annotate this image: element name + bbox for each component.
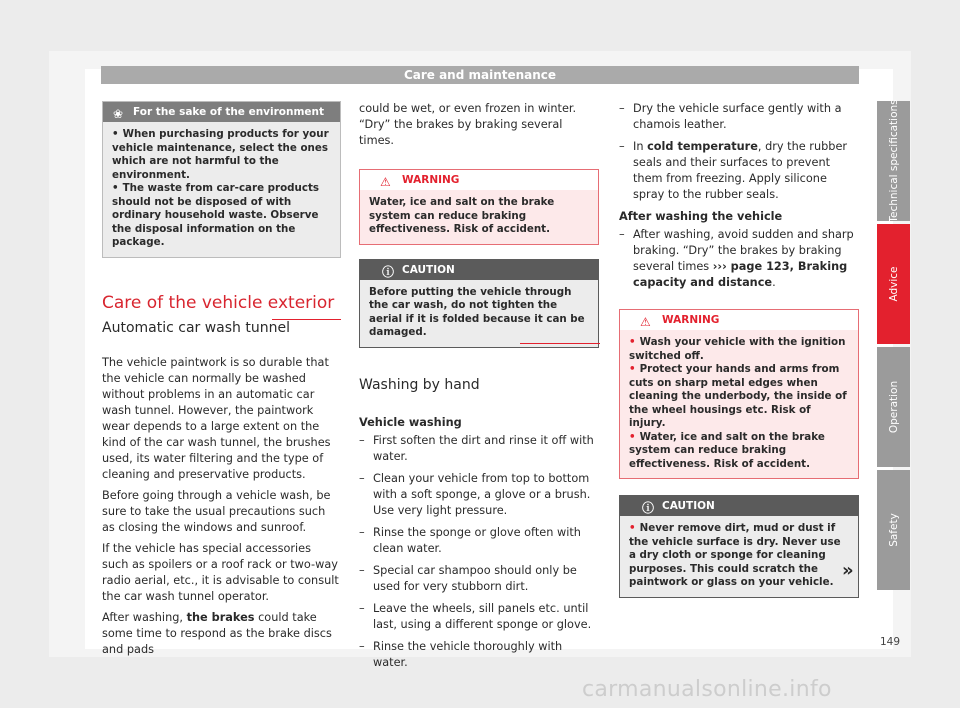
tab-label: Operation [887,380,900,434]
paragraph: Before going through a vehicle wash, be sure to take the usual precautions such as closing the windows and sunroof. [102,488,331,534]
subheading: Vehicle washing [359,415,462,429]
caution-box-body: Before putting the vehicle through the car wash, do not tighten the aerial if it is folded because it can be damaged. [360,280,598,347]
subheading: After washing the vehicle [619,210,783,223]
warning-title: WARNING [662,314,720,326]
tab-technical-specifications[interactable] [877,101,910,221]
caution-title: CAUTION [662,500,715,512]
bold-text: cold temperature [647,140,758,153]
list-item: – Rinse the vehicle thoroughly with water. [359,639,563,669]
paragraph: could be wet, or even frozen in winter. “Dry” the brakes by braking several times. [359,102,577,147]
list-item: • Protect your hands and arms from cuts on sharp metal edges when cleaning the underbody, the inside of the wheel housings etc. Risk of injury. [629,363,847,429]
section-title: Care of the vehicle exterior [102,292,335,313]
caution-box [619,495,859,598]
warning-title: WARNING [402,174,460,186]
warning-triangle-icon: ⚠ [640,315,651,329]
list-item-text: Dry the vehicle surface gently with a chamois leather. [633,102,842,131]
section-subtitle: Automatic car wash tunnel [102,319,290,336]
watermark: carmanualsonline.info [582,677,832,702]
environment-box-header [103,102,340,122]
tab-label: Technical specifications [887,99,900,223]
continue-marker: » [842,560,854,581]
caution-box [359,259,599,348]
list-item: – First soften the dirt and rinse it off with water. [359,433,594,463]
bold-text: the brakes [186,610,255,624]
warning-box-body: Water, ice and salt on the brake system can reduce braking effectiveness. Risk of accident. [360,190,598,244]
text: , dry the rubber seals and their surfaces to prevent them from freezing. Apply silicone spray to the rubber seals. [633,140,848,201]
text: could take some time to respond as the brake discs and pads [102,610,332,656]
tab-label: Safety [887,513,900,547]
environment-box [102,101,341,258]
list-item-text: Special car shampoo should only be used for very stubborn dirt. [373,563,577,593]
list-item-text: Never remove dirt, mud or dust if the vehicle surface is dry. Never use a dry cloth or sponge for cleaning purposes. This could scratch the paintwork or glass on your vehicle. [629,522,841,588]
warning-box [359,169,599,245]
paragraph: The vehicle paintwork is so durable that the vehicle can normally be washed without problems in an automatic car wash tunnel. However, the paintwork wear depends to a large extent on the kind of the car wash tunnel, the brushes used, its water filtering and the type of cleaning and preservative products. [102,355,331,481]
leaf-icon: ❀ [113,107,124,121]
tab-operation[interactable] [877,347,910,467]
list-item-text: Clean your vehicle from top to bottom with a soft sponge, a glove or a brush. Use very light pressure. [373,471,591,517]
list-item-text: First soften the dirt and rinse it off with water. [373,433,594,463]
list-item: – In cold temperature, dry the rubber seals and their surfaces to prevent them from freezing. Apply silicone spray to the rubber seals. [619,140,848,201]
column-3 [619,101,859,598]
warning-triangle-icon: ⚠ [380,175,391,189]
list-item-text: Wash your vehicle with the ignition switched off. [629,336,846,362]
tab-label: Advice [887,266,900,302]
list-item: – Dry the vehicle surface gently with a chamois leather. [619,102,842,131]
text: After washing, avoid sudden and sharp braking. “Dry” the brakes by braking several times [633,228,854,273]
section-rule [272,319,341,320]
caution-circle-icon: ⓘ [642,501,655,515]
text: After washing, [102,610,187,624]
list-item: • Wash your vehicle with the ignition switched off. [629,336,846,362]
section-title-2: Washing by hand [359,376,480,393]
list-item: – Rinse the sponge or glove often with clean water. [359,525,581,555]
warning-box-header [620,310,858,330]
paragraph: If the vehicle has special accessories such as spoilers or a roof rack or two-way radio aerial, etc., it is advisable to consult the car wash tunnel operator. [102,541,339,603]
list-item-text: The waste from car-care products should not be disposed of with ordinary household waste. Observe the disposal information on the package. [112,182,320,248]
warning-box [619,309,859,479]
tab-advice[interactable] [877,224,910,344]
column-2 [359,101,599,677]
caution-title: CAUTION [402,263,455,276]
list-item: – Leave the wheels, sill panels etc. until last, using a different sponge or glove. [359,601,592,631]
caution-box-header [620,496,858,516]
page-header: Care and maintenance [101,66,859,84]
list-item-text: Leave the wheels, sill panels etc. until last, using a different sponge or glove. [373,601,592,631]
list-item: – Special car shampoo should only be used for very stubborn dirt. [359,563,577,593]
warning-box-body [620,330,858,478]
paragraph [102,610,341,658]
caution-circle-icon: ⓘ [382,264,395,279]
list-item-text: When purchasing products for your vehicle maintenance, select the ones which are not harmful to the environment. [112,128,329,181]
list-item-text: Rinse the sponge or glove often with clean water. [373,525,581,555]
environment-box-body [103,122,340,257]
column-1 [102,101,341,663]
tab-safety[interactable] [877,470,910,590]
text: . [772,276,776,289]
list-item-text: Protect your hands and arms from cuts on sharp metal edges when cleaning the underbody, the inside of the wheel housings etc. Risk of injury. [629,363,847,429]
list-item: • Never remove dirt, mud or dust if the vehicle surface is dry. Never use a dry cloth or sponge for cleaning purposes. This could scratch the paintwork or glass on your vehicle. [629,522,841,588]
list-item: – After washing, avoid sudden and sharp braking. “Dry” the brakes by braking several times ››› page 123, Braking capacity and distance. [619,228,854,289]
list-item: • The waste from car-care products should not be disposed of with ordinary household waste. Observe the disposal information on the package. [112,182,320,248]
list-item: • Water, ice and salt on the brake system can reduce braking effectiveness. Risk of accident. [629,430,825,470]
list-item: – Clean your vehicle from top to bottom with a soft sponge, a glove or a brush. Use very light pressure. [359,471,591,517]
list-item-text: Rinse the vehicle thoroughly with water. [373,639,563,669]
page-reference-link[interactable]: ››› page 123, Braking capacity and distance [633,260,848,289]
text: In [633,140,648,153]
list-item-text: Water, ice and salt on the brake system can reduce braking effectiveness. Risk of accident. [629,430,825,470]
section-rule-2 [520,343,600,344]
list-item: • When purchasing products for your vehicle maintenance, select the ones which are not harmful to the environment. [112,128,329,181]
warning-box-header [360,170,598,190]
environment-box-title: For the sake of the environment [133,106,325,118]
caution-box-header [360,260,598,280]
caution-box-body [620,516,858,597]
page-number: 149 [880,636,901,648]
